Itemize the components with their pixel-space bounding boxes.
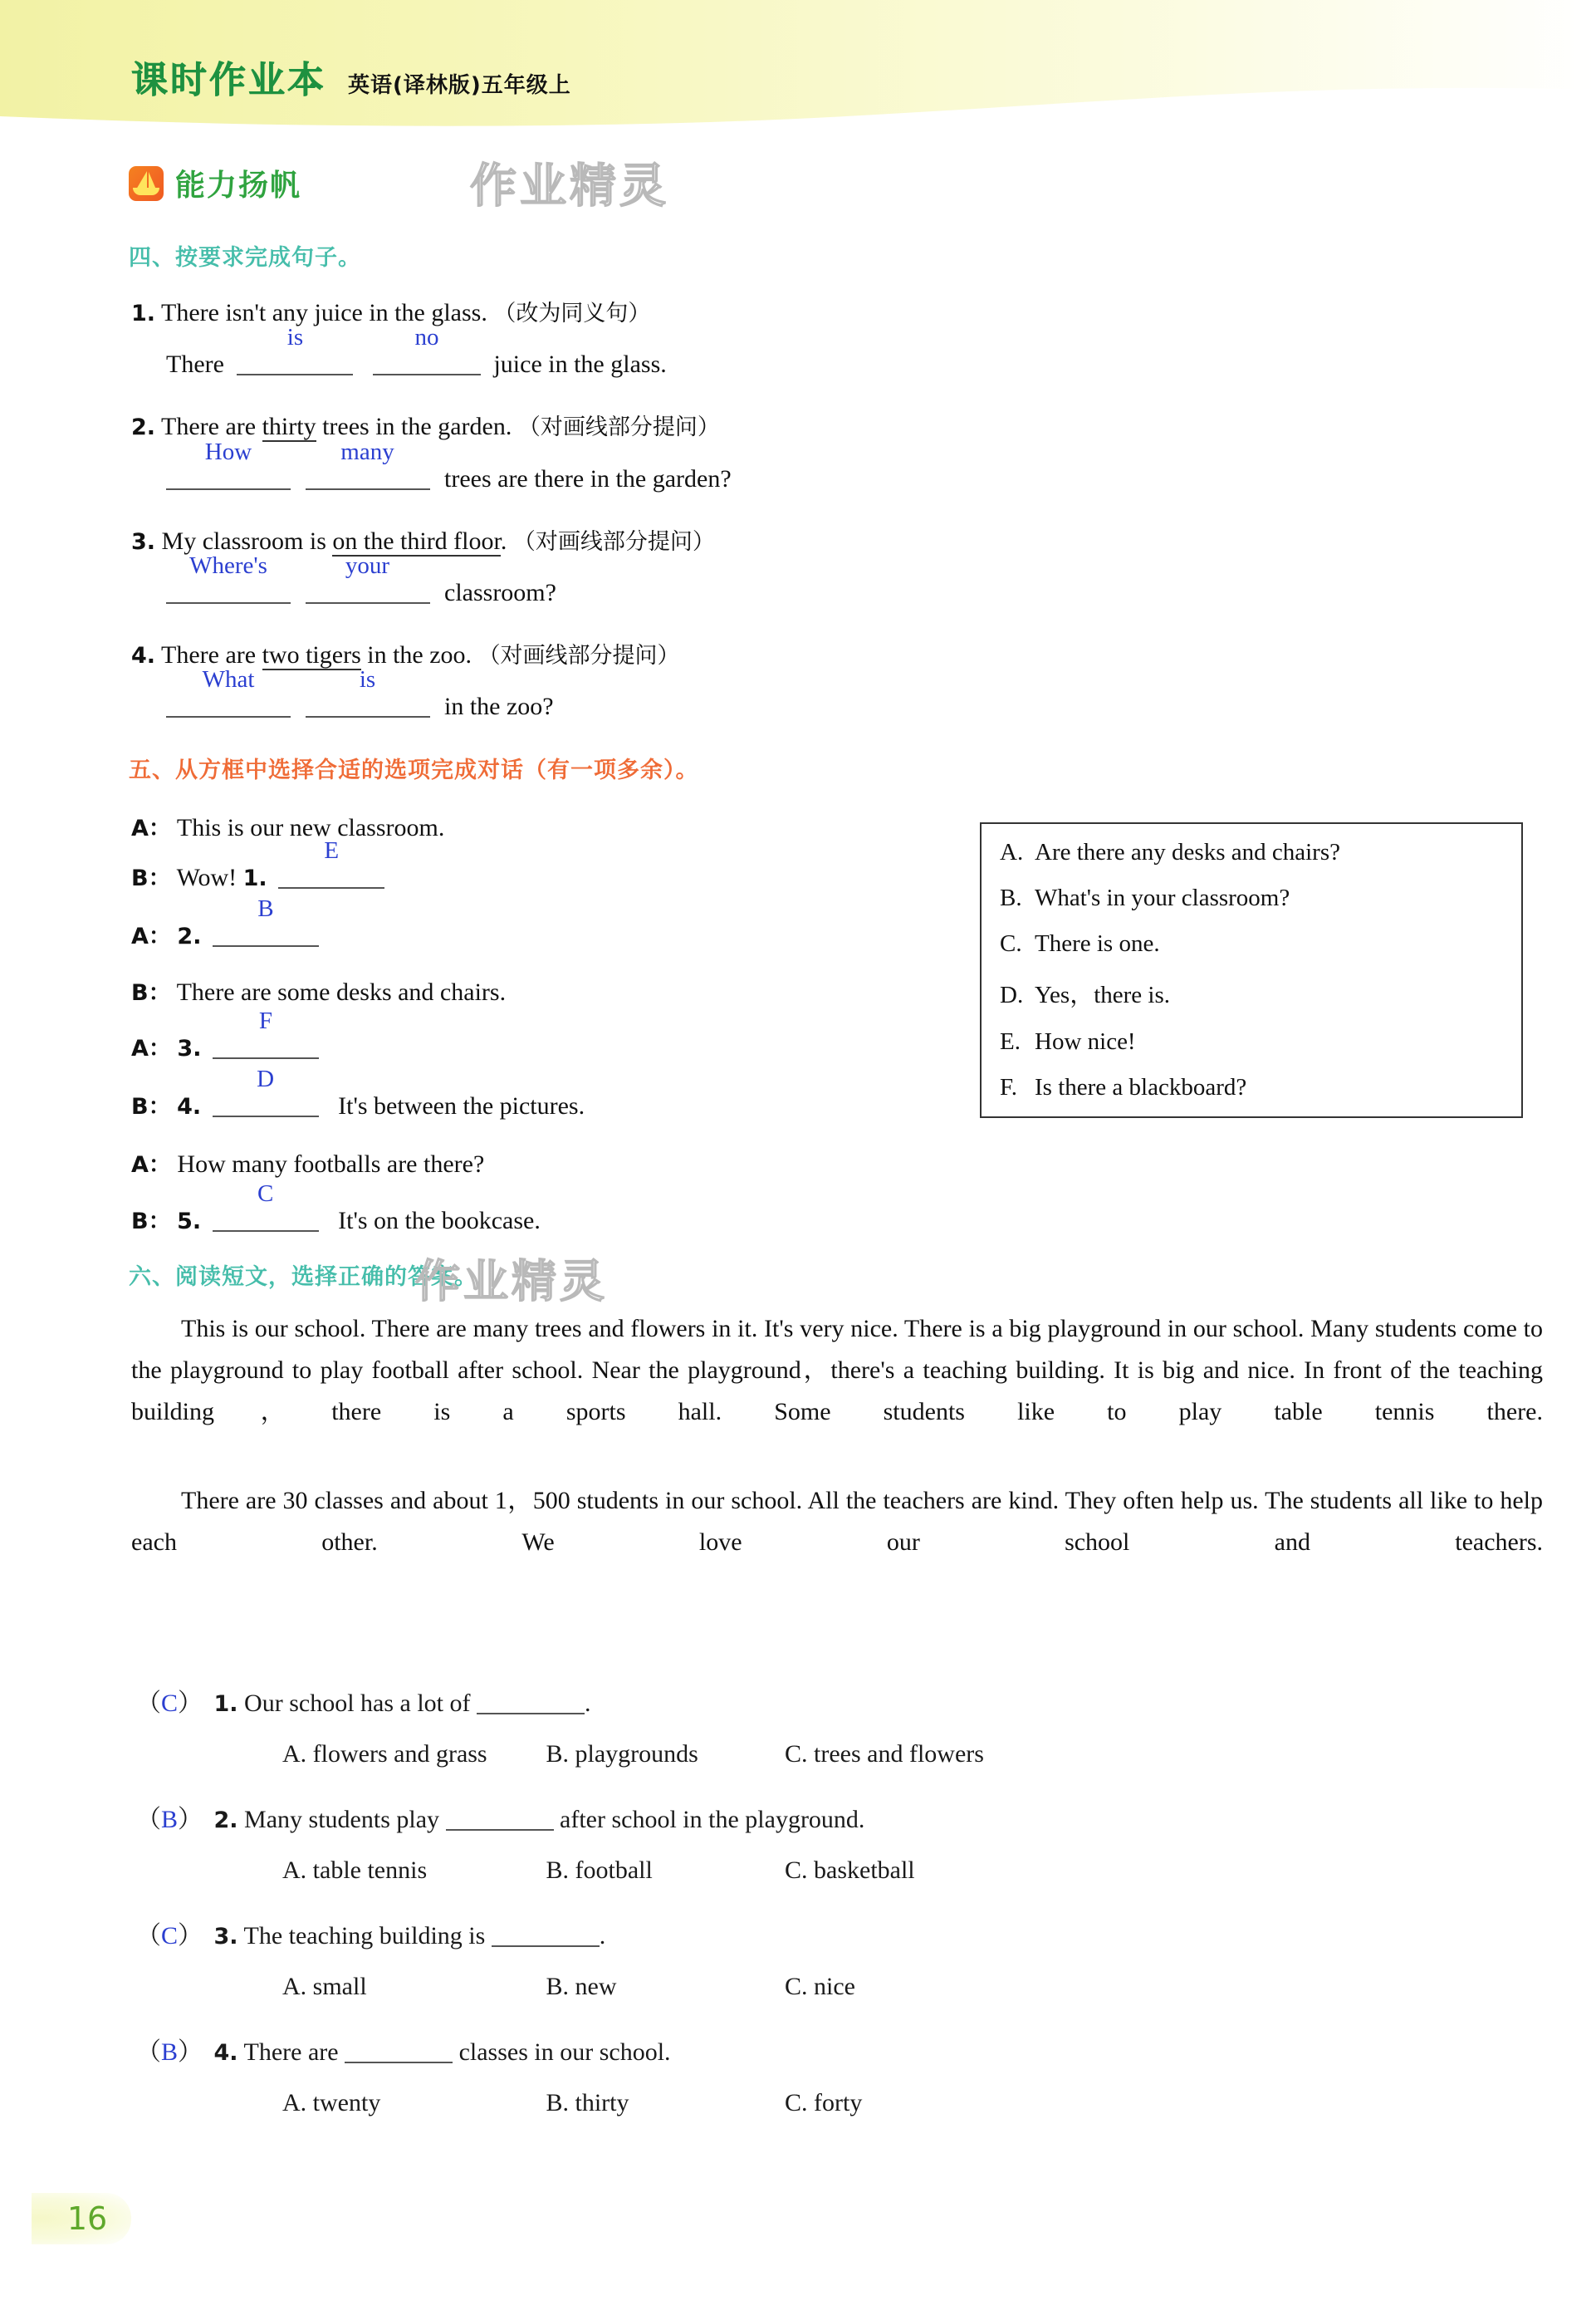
ex6-question-2-answer-box[interactable]: （B）: [135, 1806, 203, 1833]
ex5-item-5-answer: C: [257, 1180, 274, 1207]
ex4-item-1-instruction: （改为同义句）: [493, 301, 651, 326]
ex5-item-3-answer: F: [258, 1008, 273, 1034]
ex5-speaker-8: B：: [131, 1209, 171, 1234]
ex4-item-1-sentence: There isn't any juice in the glass.: [161, 299, 487, 326]
ex6-q4-choice-b[interactable]: B. thirty: [546, 2089, 629, 2116]
ex4-item-3-blank-2-answer: your: [345, 552, 390, 579]
option-b-text: What's in your classroom?: [1035, 885, 1290, 911]
option-f-letter: F.: [1000, 1074, 1018, 1101]
ex6-question-4-blank[interactable]: [345, 2037, 453, 2063]
ex4-item-1-blank-2[interactable]: [373, 324, 481, 375]
ex6-q2-choice-c[interactable]: C. basketball: [785, 1856, 915, 1884]
ex4-item-4-sentence-b: in the zoo.: [360, 641, 472, 669]
ex6-q1-choice-b[interactable]: B. playgrounds: [546, 1740, 698, 1768]
ex5-dialogue-line-7: [131, 1146, 484, 1179]
ex5-speaker-7: A：: [131, 1152, 171, 1178]
ex4-item-2-blank-1[interactable]: [166, 439, 291, 490]
ex4-item-3-sentence-a: My classroom is: [161, 527, 333, 555]
ex5-speaker-4: B：: [131, 980, 171, 1006]
ex6-question-4-number: 4.: [213, 2040, 238, 2066]
option-e[interactable]: [1000, 1028, 1503, 1056]
watermark-middle: 作业精灵: [415, 1255, 608, 1307]
ex5-item-4-answer: D: [257, 1066, 275, 1092]
ex6-question-4-answer: B: [160, 2038, 178, 2066]
exercise4-heading: 四、按要求完成句子。: [129, 245, 361, 271]
ex4-item-4-sentence-a: There are: [161, 641, 262, 669]
option-f-text: Is there a blackboard?: [1035, 1074, 1247, 1101]
option-c-text: There is one.: [1035, 930, 1160, 957]
ex4-item-1-answer-post: juice in the glass.: [493, 351, 667, 378]
ex6-question-1-number: 1.: [213, 1691, 238, 1717]
option-d-text: Yes，there is.: [1035, 982, 1170, 1008]
ex4-item-4-instruction: （对画线部分提问）: [477, 643, 680, 669]
ex4-item-4-underlined: two tigers: [262, 641, 361, 669]
ex4-item-3-underlined: on the third floor: [332, 527, 501, 555]
ex6-question-3: [131, 1915, 605, 1951]
ex5-dialogue-line-3: [131, 895, 319, 950]
ex4-item-3-stem: [131, 523, 715, 556]
ex6-question-1: [131, 1682, 591, 1719]
ex5-wow-prefix: Wow!: [176, 864, 237, 891]
ex5-item-4-number: 4.: [177, 1094, 202, 1120]
ex5-dialogue-line-4: [131, 974, 506, 1007]
ex4-item-3-answer-line: [166, 552, 556, 607]
option-a-letter: A.: [1000, 839, 1024, 866]
ex5-dialogue-line-5: [131, 1008, 319, 1062]
ex4-item-2-sentence-a: There are: [161, 413, 262, 440]
header-title-group: [131, 50, 571, 103]
sailboat-icon: [129, 166, 164, 201]
ex4-item-2-instruction: （对画线部分提问）: [517, 414, 720, 440]
ex5-item-3-blank[interactable]: [213, 1008, 319, 1059]
ex6-question-3-stem-b: .: [599, 1922, 606, 1950]
ex6-question-1-stem-b: .: [585, 1690, 591, 1717]
option-d-letter: D.: [1000, 982, 1024, 1008]
ex6-question-3-number: 3.: [213, 1924, 238, 1950]
ex5-options-box: [980, 822, 1523, 1118]
ex4-item-3-blank-2[interactable]: [306, 552, 430, 604]
ex5-item-1-blank[interactable]: [278, 837, 384, 889]
reading-passage-paragraph-2: There are 30 classes and about 1，500 students in our school. All the teachers are kind. They often help us. The students all like to help each other. We love our school and teachers.: [131, 1487, 1543, 1556]
ex6-question-2-stem-a: Many students play: [244, 1806, 446, 1833]
ex4-item-3-blank-1-answer: Where's: [189, 552, 267, 579]
ex6-question-3-blank[interactable]: [492, 1920, 600, 1947]
ex4-item-2-underlined: thirty: [262, 413, 316, 440]
ex4-item-2-stem: [131, 409, 720, 441]
ability-section-header: [129, 162, 301, 204]
ex4-item-1-blank-2-answer: no: [414, 324, 439, 351]
option-d[interactable]: [1000, 976, 1503, 1010]
ex6-question-1-stem-a: Our school has a lot of: [244, 1690, 477, 1717]
ex4-item-4-blank-1[interactable]: [166, 666, 291, 718]
ex6-question-1-blank[interactable]: [477, 1688, 585, 1714]
ex6-question-4-answer-box[interactable]: （B）: [135, 2038, 203, 2066]
ex5-speaker-1: A：: [131, 816, 171, 841]
ex6-question-4-stem-a: There are: [243, 2038, 345, 2066]
ex4-item-4-stem: [131, 637, 680, 669]
ex5-dialogue-line-6: [131, 1066, 585, 1121]
ex4-item-1-blank-1[interactable]: [237, 324, 353, 375]
ex5-speaker-6: B：: [131, 1094, 171, 1120]
ex6-q3-choice-a[interactable]: A. small: [282, 1973, 367, 2000]
ex6-question-2-stem-b: after school in the playground.: [553, 1806, 865, 1833]
ex4-item-1-answer-pre: There: [166, 351, 224, 378]
ex5-dialogue-line-2: [131, 837, 384, 892]
ex6-question-2-choices: [282, 1856, 915, 1885]
option-f[interactable]: [1000, 1074, 1503, 1101]
option-c[interactable]: [1000, 930, 1503, 958]
ex6-question-2-blank[interactable]: [446, 1804, 554, 1831]
ex4-item-3-sentence-b: .: [500, 527, 507, 555]
ex4-item-1-blank-1-answer: is: [286, 324, 304, 351]
ex6-question-1-answer: C: [160, 1690, 178, 1717]
ex4-item-2-sentence-b: trees in the garden.: [316, 413, 512, 440]
ex6-q1-choice-a[interactable]: A. flowers and grass: [282, 1740, 487, 1768]
ex5-item-2-blank[interactable]: [213, 895, 319, 947]
ex5-text-4: There are some desks and chairs.: [176, 978, 507, 1006]
ex6-q4-choice-a[interactable]: A. twenty: [282, 2089, 381, 2116]
ex4-item-2-blank-2-answer: many: [340, 439, 394, 465]
ex4-item-3-instruction: （对画线部分提问）: [512, 529, 715, 555]
ex6-question-3-answer-box[interactable]: （C）: [135, 1922, 203, 1950]
page-header-banner: [0, 0, 1596, 141]
option-b[interactable]: [1000, 885, 1503, 912]
ex6-q4-choice-c[interactable]: C. forty: [785, 2089, 863, 2116]
ex4-item-4-number: 4.: [131, 643, 156, 669]
ex5-item-1-answer: E: [324, 837, 340, 864]
ex6-question-1-choices: [282, 1740, 984, 1768]
ex6-question-2-answer: B: [160, 1806, 178, 1833]
ex5-item-3-number: 3.: [177, 1036, 202, 1062]
ex4-item-4-blank-1-answer: What: [202, 666, 255, 693]
ex5-dialogue-line-8: [131, 1180, 541, 1235]
option-e-letter: E.: [1000, 1028, 1021, 1055]
option-c-letter: C.: [1000, 930, 1022, 957]
ex6-question-3-stem-a: The teaching building is: [243, 1922, 492, 1950]
ex5-text-7: How many footballs are there?: [177, 1150, 485, 1178]
ex6-q2-choice-b[interactable]: B. football: [546, 1856, 653, 1884]
ex5-speaker-5: A：: [131, 1036, 171, 1062]
ex4-item-2-answer-post: trees are there in the garden?: [444, 465, 732, 493]
ex5-item-5-blank[interactable]: [213, 1180, 319, 1232]
ex6-question-3-answer: C: [160, 1922, 178, 1950]
ex4-item-2-answer-line: [166, 439, 732, 493]
ex6-q1-choice-c[interactable]: C. trees and flowers: [785, 1740, 984, 1768]
watermark-top: 作业精灵: [470, 159, 669, 213]
ex4-item-1-stem: [131, 295, 650, 327]
exercise5-heading: 五、从方框中选择合适的选项完成对话（有一项多余）。: [129, 758, 699, 783]
ex5-speaker-2: B：: [131, 866, 171, 891]
ex6-question-2-number: 2.: [213, 1807, 238, 1833]
ex4-item-3-answer-post: classroom?: [444, 579, 556, 606]
ex5-text-1: This is our new classroom.: [176, 814, 445, 841]
ex5-item-1-number: 1.: [242, 866, 267, 891]
page-number: 16: [66, 2200, 108, 2237]
page-number-tab: [32, 2193, 131, 2244]
ex4-item-1-number: 1.: [131, 301, 156, 326]
ability-section-label: 能力扬帆: [175, 169, 302, 203]
ex5-item-4-blank[interactable]: [213, 1066, 319, 1117]
ex4-item-3-number: 3.: [131, 529, 156, 555]
ex5-item-5-number: 5.: [177, 1209, 202, 1234]
ex4-item-2-blank-2[interactable]: [306, 439, 430, 490]
ex5-item-2-number: 2.: [177, 924, 202, 949]
option-a[interactable]: [1000, 839, 1503, 866]
option-a-text: Are there any desks and chairs?: [1035, 839, 1340, 866]
option-e-text: How nice!: [1035, 1028, 1136, 1055]
ex6-q3-choice-c[interactable]: C. nice: [785, 1973, 855, 2000]
ex4-item-3-blank-1[interactable]: [166, 552, 291, 604]
ex6-question-2: [131, 1798, 864, 1835]
ex6-question-4-stem-b: classes in our school.: [453, 2038, 671, 2066]
book-subtitle: 英语(译林版)五年级上: [348, 73, 571, 98]
exercise6-heading: 六、阅读短文，选择正确的答案。: [129, 1264, 477, 1290]
option-b-letter: B.: [1000, 885, 1022, 911]
ex6-question-1-answer-box[interactable]: （C）: [135, 1690, 203, 1717]
ex6-question-4-choices: [282, 2089, 862, 2117]
ex6-q2-choice-a[interactable]: A. table tennis: [282, 1856, 428, 1884]
ex6-question-3-choices: [282, 1973, 855, 2001]
ex4-item-4-blank-2[interactable]: [306, 666, 430, 718]
ex4-item-4-answer-post: in the zoo?: [444, 693, 554, 720]
ex4-item-4-blank-2-answer: is: [359, 666, 376, 693]
ex4-item-2-number: 2.: [131, 414, 156, 440]
ex6-q3-choice-b[interactable]: B. new: [546, 1973, 617, 2000]
book-title: 课时作业本: [131, 59, 326, 101]
ex5-text-6: It's between the pictures.: [338, 1092, 585, 1120]
ex4-item-1-answer-line: [166, 324, 667, 379]
ex4-item-2-blank-1-answer: How: [204, 439, 252, 465]
ex6-question-4: [131, 2031, 671, 2067]
ex4-item-4-answer-line: [166, 666, 554, 721]
ex5-text-8: It's on the bookcase.: [338, 1207, 541, 1234]
ex5-item-2-answer: B: [257, 895, 274, 922]
reading-passage-paragraph-1: This is our school. There are many trees and flowers in it. It's very nice. There is a big playground in our school. Many students come to the playground to play football after school. Near the playground，there's a teaching building. It is big and nice. In front of the teaching building，there is a sports hall. Some students like to play table tennis there.: [131, 1315, 1543, 1425]
ex5-speaker-3: A：: [131, 924, 171, 949]
